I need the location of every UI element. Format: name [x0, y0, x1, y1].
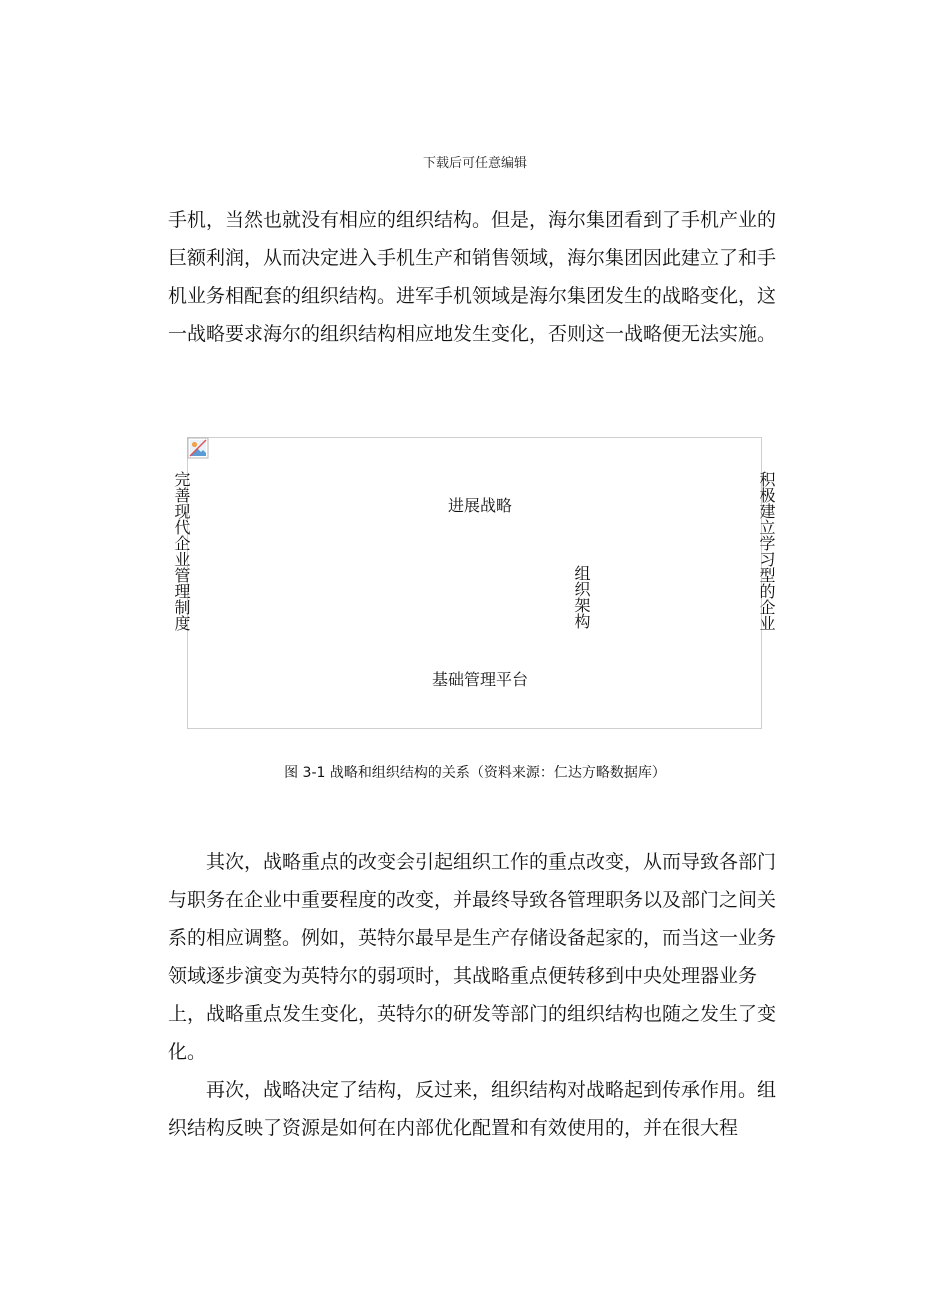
- figure-bottom-label: 基础管理平台: [432, 670, 529, 689]
- paragraph-1-text: 手机，当然也就没有相应的组织结构。但是，海尔集团看到了手机产业的巨额利润，从而决定进入手机生产和销售领域，海尔集团因此建立了和手机业务相配套的组织结构。进军手机领域是海尔集团发生的战略变化，这一战略要求海尔的组织结构相应地发生变化，否则这一战略便无法实施。: [168, 209, 777, 345]
- paragraph-2-3: [168, 843, 782, 1147]
- paragraph-1: [168, 201, 782, 353]
- figure-caption: 图 3-1 战略和组织结构的关系（资料来源：仁达方略数据库）: [284, 765, 666, 781]
- page-header: 下载后可任意编辑: [422, 156, 527, 171]
- paragraph-3-text: 再次，战略决定了结构，反过来，组织结构对战略起到传承作用。组织结构反映了资源是如何在内部优化配置和有效使用的，并在很大程: [168, 1079, 777, 1139]
- figure-left-label: 完善现代企业管理制度: [172, 471, 191, 631]
- figure-right-label: 积极建立学习型的企业: [757, 471, 776, 631]
- paragraph-2-text: 其次，战略重点的改变会引起组织工作的重点改变，从而导致各部门与职务在企业中重要程度的改变，并最终导致各管理职务以及部门之间关系的相应调整。例如，英特尔最早是生产存储设备起家的，而当这一业务领域逐步演变为英特尔的弱项时，其战略重点便转移到中央处理器业务上，战略重点发生变化，英特尔的研发等部门的组织结构也随之发生了变化。: [168, 851, 777, 1063]
- figure-top-label: 进展战略: [448, 496, 513, 515]
- figure-middle-label: 组织架构: [572, 565, 591, 629]
- broken-image-icon: [187, 437, 209, 459]
